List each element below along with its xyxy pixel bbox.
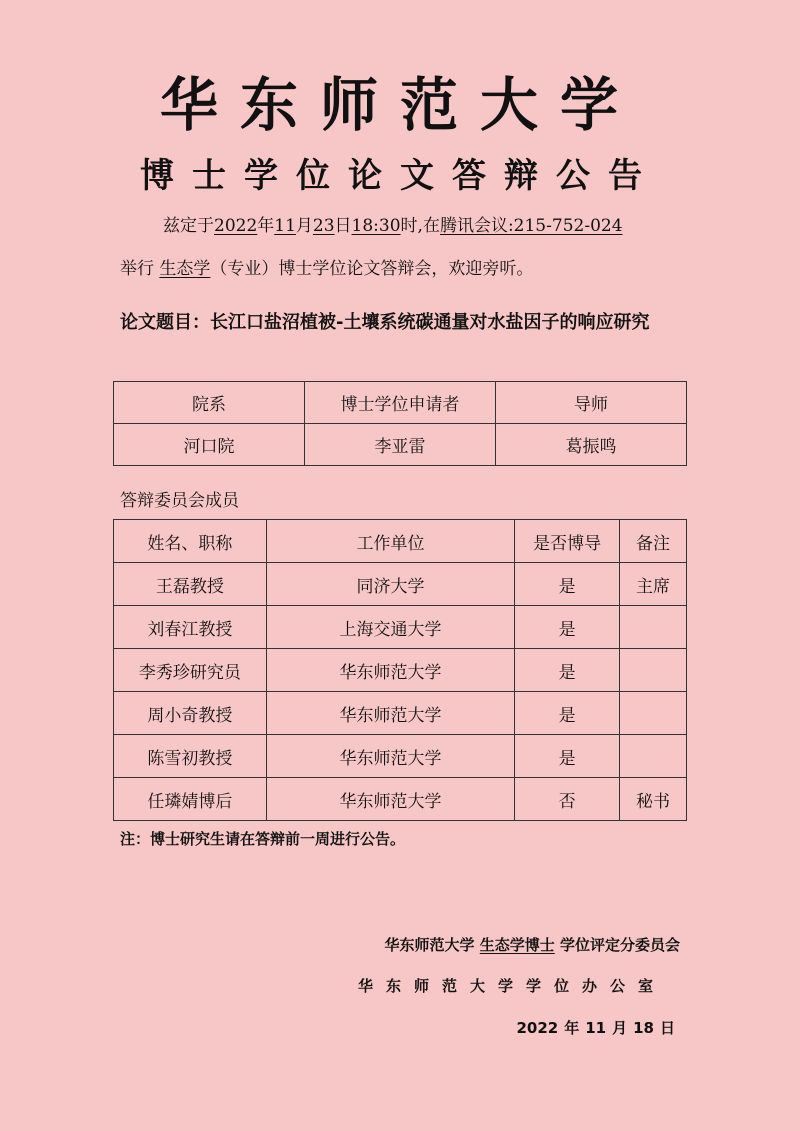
member-remark — [620, 735, 687, 778]
member-remark — [620, 692, 687, 735]
defense-year: 2022 — [214, 216, 258, 236]
member-name: 李秀珍研究员 — [114, 649, 267, 692]
header-remark: 备注 — [620, 520, 687, 563]
member-name: 陈雪初教授 — [114, 735, 267, 778]
signature-committee — [384, 934, 680, 955]
date-month-unit: 月 — [612, 1019, 628, 1037]
defense-time: 18:30 — [351, 216, 401, 236]
member-remark: 主席 — [620, 563, 687, 606]
defense-day: 23 — [312, 216, 335, 236]
applicant-header-row — [114, 382, 687, 424]
header-affiliation: 工作单位 — [266, 520, 515, 563]
member-remark — [620, 649, 687, 692]
date-month: 11 — [585, 1019, 607, 1037]
major-name: 生态学 — [159, 259, 211, 279]
committee-header-row — [114, 520, 687, 563]
year-unit: 年 — [257, 216, 275, 236]
member-is-supervisor: 是 — [515, 692, 620, 735]
header-is-supervisor: 是否博导 — [515, 520, 620, 563]
intro-welcome: （专业）博士学位论文答辩会，欢迎旁听。 — [210, 259, 534, 279]
signature-university: 华东师范大学 — [384, 936, 475, 954]
member-affiliation: 华东师范大学 — [266, 735, 515, 778]
member-affiliation: 华东师范大学 — [266, 692, 515, 735]
thesis-title — [120, 302, 690, 344]
date-year-unit: 年 — [564, 1019, 580, 1037]
defense-month: 11 — [274, 216, 296, 236]
committee-label: 答辩委员会成员 — [120, 491, 239, 511]
header-applicant: 博士学位申请者 — [305, 382, 496, 424]
date-year: 2022 — [516, 1019, 559, 1037]
defense-venue: 腾讯会议:215-752-024 — [439, 216, 623, 236]
member-is-supervisor: 是 — [515, 735, 620, 778]
applicant-value: 李亚雷 — [305, 424, 496, 466]
date-day: 18 — [633, 1019, 654, 1037]
thesis-label: 论文题目： — [120, 312, 210, 333]
table-row — [114, 649, 687, 692]
member-affiliation: 上海交通大学 — [266, 606, 515, 649]
member-name: 王磊教授 — [114, 563, 267, 606]
table-row — [114, 563, 687, 606]
day-unit: 日 — [334, 216, 352, 236]
member-is-supervisor: 是 — [515, 649, 620, 692]
header-department: 院系 — [114, 382, 305, 424]
member-affiliation: 同济大学 — [266, 563, 515, 606]
date-day-unit: 日 — [659, 1019, 675, 1037]
applicant-table — [113, 381, 687, 466]
advisor-value: 葛振鸣 — [496, 424, 687, 466]
member-is-supervisor: 是 — [515, 563, 620, 606]
intro-prefix: 兹定于 — [163, 216, 214, 236]
notice-title: 博士学位论文答辩公告 — [140, 156, 660, 196]
signature-date — [513, 1017, 678, 1038]
publication-note: 注：博士研究生请在答辩前一周进行公告。 — [120, 830, 406, 848]
member-is-supervisor: 否 — [515, 778, 620, 821]
signature-committee-name: 学位评定分委员会 — [559, 936, 680, 954]
intro-held: 举行 — [120, 259, 154, 279]
university-title: 华东师范大学 — [159, 71, 640, 139]
member-name: 周小奇教授 — [114, 692, 267, 735]
applicant-data-row — [114, 424, 687, 466]
member-remark: 秘书 — [620, 778, 687, 821]
member-remark — [620, 606, 687, 649]
thesis-title-text: 长江口盐沼植被-土壤系统碳通量对水盐因子的响应研究 — [210, 312, 650, 333]
table-row — [114, 692, 687, 735]
header-name-title: 姓名、职称 — [114, 520, 267, 563]
member-affiliation: 华东师范大学 — [266, 649, 515, 692]
department-value: 河口院 — [114, 424, 305, 466]
member-is-supervisor: 是 — [515, 606, 620, 649]
header-advisor: 导师 — [496, 382, 687, 424]
member-affiliation: 华东师范大学 — [266, 778, 515, 821]
signature-office: 华东师范大学学位办公室 — [357, 977, 666, 995]
member-name: 任璘婧博后 — [114, 778, 267, 821]
member-name: 刘春江教授 — [114, 606, 267, 649]
table-row — [114, 735, 687, 778]
table-row — [114, 606, 687, 649]
table-row — [114, 778, 687, 821]
committee-table — [113, 519, 687, 821]
month-unit: 月 — [295, 216, 313, 236]
intro-line-2 — [120, 254, 533, 279]
intro-line-1 — [163, 211, 623, 236]
time-suffix: 时,在 — [400, 216, 440, 236]
signature-major: 生态学博士 — [479, 936, 555, 954]
